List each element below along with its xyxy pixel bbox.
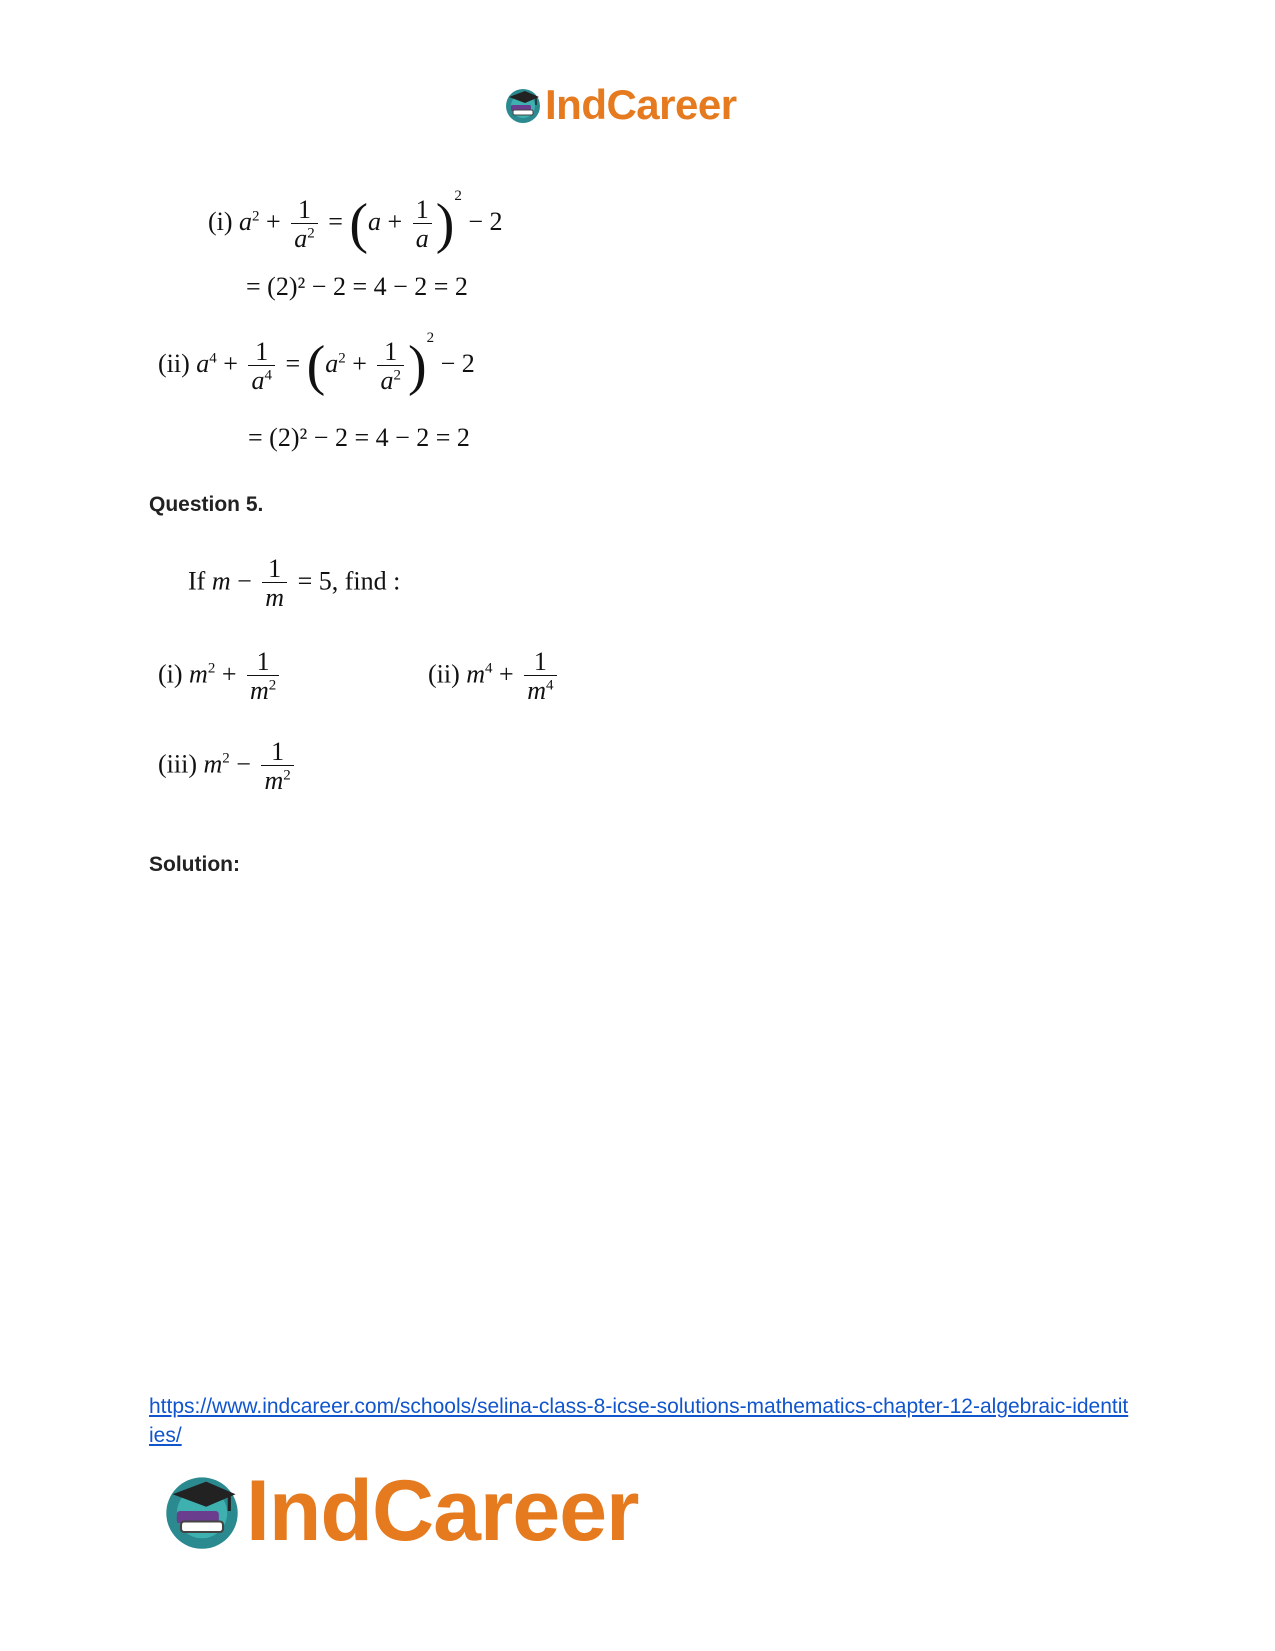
part-iii-label: (iii) [158, 749, 197, 779]
question-part-i: (i) $m^2$ + $\frac{1}{m^2}$ [158, 648, 283, 705]
header-logo [503, 80, 737, 130]
equation-ii-line2: = (2)² − 2 = 4 − 2 = 2 [248, 423, 470, 452]
graduation-cap-globe-icon [503, 85, 543, 125]
part-ii-label: (ii) [428, 659, 460, 689]
source-link[interactable]: https://www.indcareer.com/schools/selina-class-8-icse-solutions-mathematics-chapter-12-algebraic-identities/ [149, 1395, 1129, 1447]
question-stem-suffix: = 5, find : [297, 566, 401, 596]
equation-i-label: (i) [208, 207, 233, 236]
question-stem-prefix: If [188, 566, 206, 596]
part-i-label: (i) [158, 659, 183, 689]
question-stem: If m − $\frac{1}{m}$ = 5, find : [188, 554, 401, 613]
question-title: Question 5. [149, 493, 264, 516]
question-part-ii: (ii) $m^4$ + $\frac{1}{m^4}$ [428, 648, 561, 705]
logo-wordmark: IndCareer [545, 81, 737, 128]
equation-ii-label: (ii) [158, 349, 190, 378]
equation-i-line1: (i) $a^2$ + $\frac{1}{a^2}$ = (a + $\frac{1}{a}$ )$^2$ − 2 [208, 188, 503, 256]
equation-i-line2: = (2)² − 2 = 4 − 2 = 2 [246, 272, 468, 301]
footer-logo [160, 1462, 639, 1559]
logo-wordmark: IndCareer [246, 1462, 639, 1559]
graduation-cap-globe-icon [160, 1469, 244, 1553]
equation-ii-line1: (ii) $a^4$ + $\frac{1}{a^4}$ = ($a^2$ + $\frac{1}{a^2}$ )$^2$ − 2 [158, 330, 475, 398]
solution-title: Solution: [149, 853, 240, 876]
question-part-iii: (iii) $m^2$ − $\frac{1}{m^2}$ [158, 738, 298, 795]
